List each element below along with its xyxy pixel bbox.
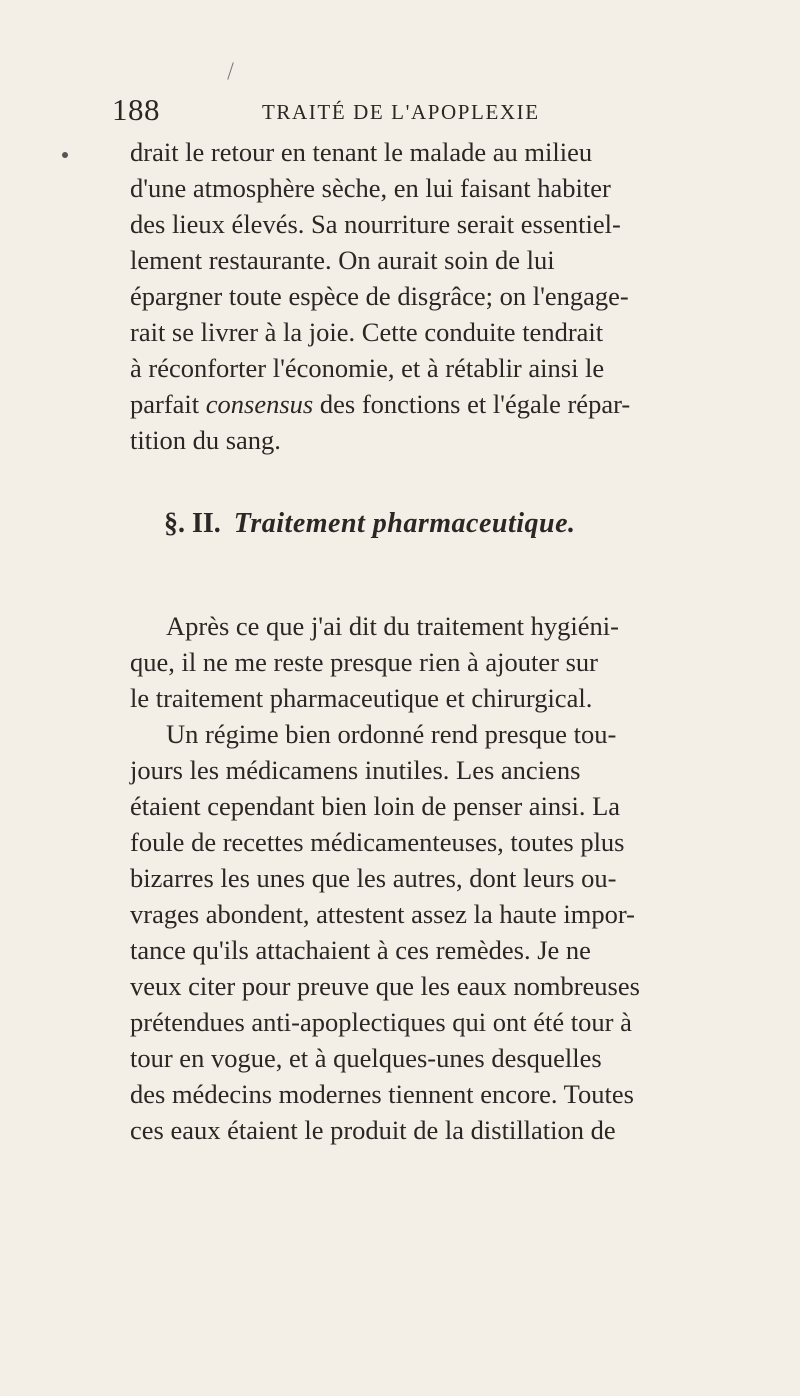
text-line: Un régime bien ordonné rend presque tou- [166,719,617,749]
text-line: étaient cependant bien loin de penser ainsi. La [130,791,621,821]
text-segment: parfait [130,389,206,419]
text-line: tition du sang. [130,425,281,455]
paragraph-2 [130,608,730,1148]
text-line: des médecins modernes tiennent encore. Toutes [130,1079,634,1109]
text-line: ces eaux étaient le produit de la distillation de [130,1115,616,1145]
text-line: à réconforter l'économie, et à rétablir ainsi le [130,353,605,383]
text-line: jours les médicamens inutiles. Les anciens [130,755,581,785]
text-line: Après ce que j'ai dit du traitement hygiéni- [166,611,619,641]
page-number: 188 [112,92,160,127]
section-heading [164,508,576,540]
section-title: Traitement pharmaceutique. [233,508,576,539]
text-line: vrages abondent, attestent assez la haute impor- [130,899,635,929]
text-line: tance qu'ils attachaient à ces remèdes. Je ne [130,935,591,965]
text-line: drait le retour en tenant le malade au milieu [130,137,593,167]
section-number: §. II. [164,508,221,539]
text-line: d'une atmosphère sèche, en lui faisant habiter [130,173,611,203]
text-segment: des fonctions et l'égale répar- [313,389,631,419]
text-line: tour en vogue, et à quelques-unes desquelles [130,1043,602,1073]
paragraph-1 [130,134,730,458]
margin-spot [62,152,68,158]
text-line: lement restaurante. On aurait soin de lui [130,245,555,275]
running-title: TRAITÉ DE L'APOPLEXIE [262,100,540,124]
text-line-with-italic [130,386,730,422]
italic-term: consensus [205,389,314,419]
text-line: épargner toute espèce de disgrâce; on l'engage- [130,281,629,311]
text-line: prétendues anti-apoplectiques qui ont été tour à [130,1007,632,1037]
text-line: rait se livrer à la joie. Cette conduite tendrait [130,317,604,347]
text-line: foule de recettes médicamenteuses, toutes plus [130,827,625,857]
text-line: le traitement pharmaceutique et chirurgical. [130,683,593,713]
text-line: veux citer pour preuve que les eaux nombreuses [130,971,640,1001]
text-line: que, il ne me reste presque rien à ajouter sur [130,647,598,677]
margin-mark [227,62,234,79]
text-line: des lieux élevés. Sa nourriture serait essentiel- [130,209,621,239]
page-header [112,92,702,128]
text-line: bizarres les unes que les autres, dont leurs ou- [130,863,617,893]
